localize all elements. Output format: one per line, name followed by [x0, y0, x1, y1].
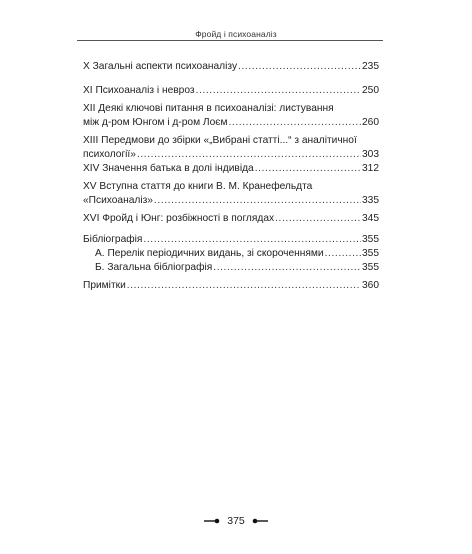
toc-entry-page: 355 — [362, 262, 379, 273]
page-number: 375 — [227, 515, 245, 528]
toc-subentry-periodicals — [83, 247, 379, 261]
toc-entry-page: 303 — [362, 149, 379, 160]
dot-leader — [325, 247, 361, 261]
dot-leader — [137, 148, 361, 162]
toc-entry-xiv — [83, 162, 379, 176]
dot-leader — [213, 261, 361, 275]
toc-entry-xvi — [83, 212, 379, 226]
dot-leader — [154, 194, 361, 208]
toc-entry-page: 335 — [362, 195, 379, 206]
toc-entry-title-cont: між д-ром Юнгом і д-ром Лоєм — [83, 117, 228, 128]
toc-entry-title: Примітки — [83, 280, 126, 291]
toc-entry-title: XIII Передмови до збірки «„Вибрані статті...“ з аналітичної — [83, 135, 357, 146]
toc-entry-page: 250 — [362, 85, 379, 96]
toc-entry-xii — [83, 102, 379, 130]
toc-subentry-general-bibliography — [83, 261, 379, 275]
toc-entry-notes — [83, 279, 379, 293]
toc-entry-title-cont: «Психоаналіз» — [83, 195, 153, 206]
toc-entry-title: XII Деякі ключові питання в психоаналізі: листування — [83, 103, 334, 114]
dot-leader — [275, 212, 361, 226]
toc-entry-title: XI Психоаналіз і невроз — [83, 85, 195, 96]
toc-entry-title: Б. Загальна бібліографія — [95, 262, 213, 273]
toc-entry-xi — [83, 84, 379, 98]
toc-entry-title-cont: психології» — [83, 149, 136, 160]
toc-entry-title: Бібліографія — [83, 234, 143, 245]
right-ornament-icon — [252, 518, 268, 524]
toc-entry-title: А. Перелік періодичних видань, зі скороченнями — [95, 248, 324, 259]
toc-entry-page: 355 — [362, 234, 379, 245]
left-ornament-icon — [204, 518, 220, 524]
toc-entry-xv — [83, 180, 379, 208]
toc-entry-page: 260 — [362, 117, 379, 128]
dot-leader — [228, 116, 361, 130]
dot-leader — [255, 162, 361, 176]
toc-entry-page: 312 — [362, 163, 379, 174]
toc-entry-bibliography — [83, 233, 379, 247]
toc-entry-page: 345 — [362, 213, 379, 224]
toc-entry-page: 235 — [362, 61, 379, 72]
dot-leader — [143, 233, 361, 247]
header-rule — [77, 40, 383, 41]
running-head: Фройд і психоаналіз — [195, 29, 277, 39]
toc-entry-title: XVI Фройд і Юнг: розбіжності в поглядах — [83, 213, 275, 224]
page-footer — [0, 515, 472, 527]
toc-entry-x — [83, 60, 379, 74]
dot-leader — [196, 84, 361, 98]
toc-entry-page: 360 — [362, 280, 379, 291]
toc-entry-page: 355 — [362, 248, 379, 259]
dot-leader — [238, 60, 361, 74]
toc-entry-xiii — [83, 134, 379, 162]
toc-entry-title: X Загальні аспекти психоаналізу — [83, 61, 238, 72]
dot-leader — [127, 279, 361, 293]
toc-entry-title: XIV Значення батька в долі індивіда — [83, 163, 254, 174]
toc-entry-title: XV Вступна стаття до книги В. М. Кранефельдта — [83, 181, 313, 192]
